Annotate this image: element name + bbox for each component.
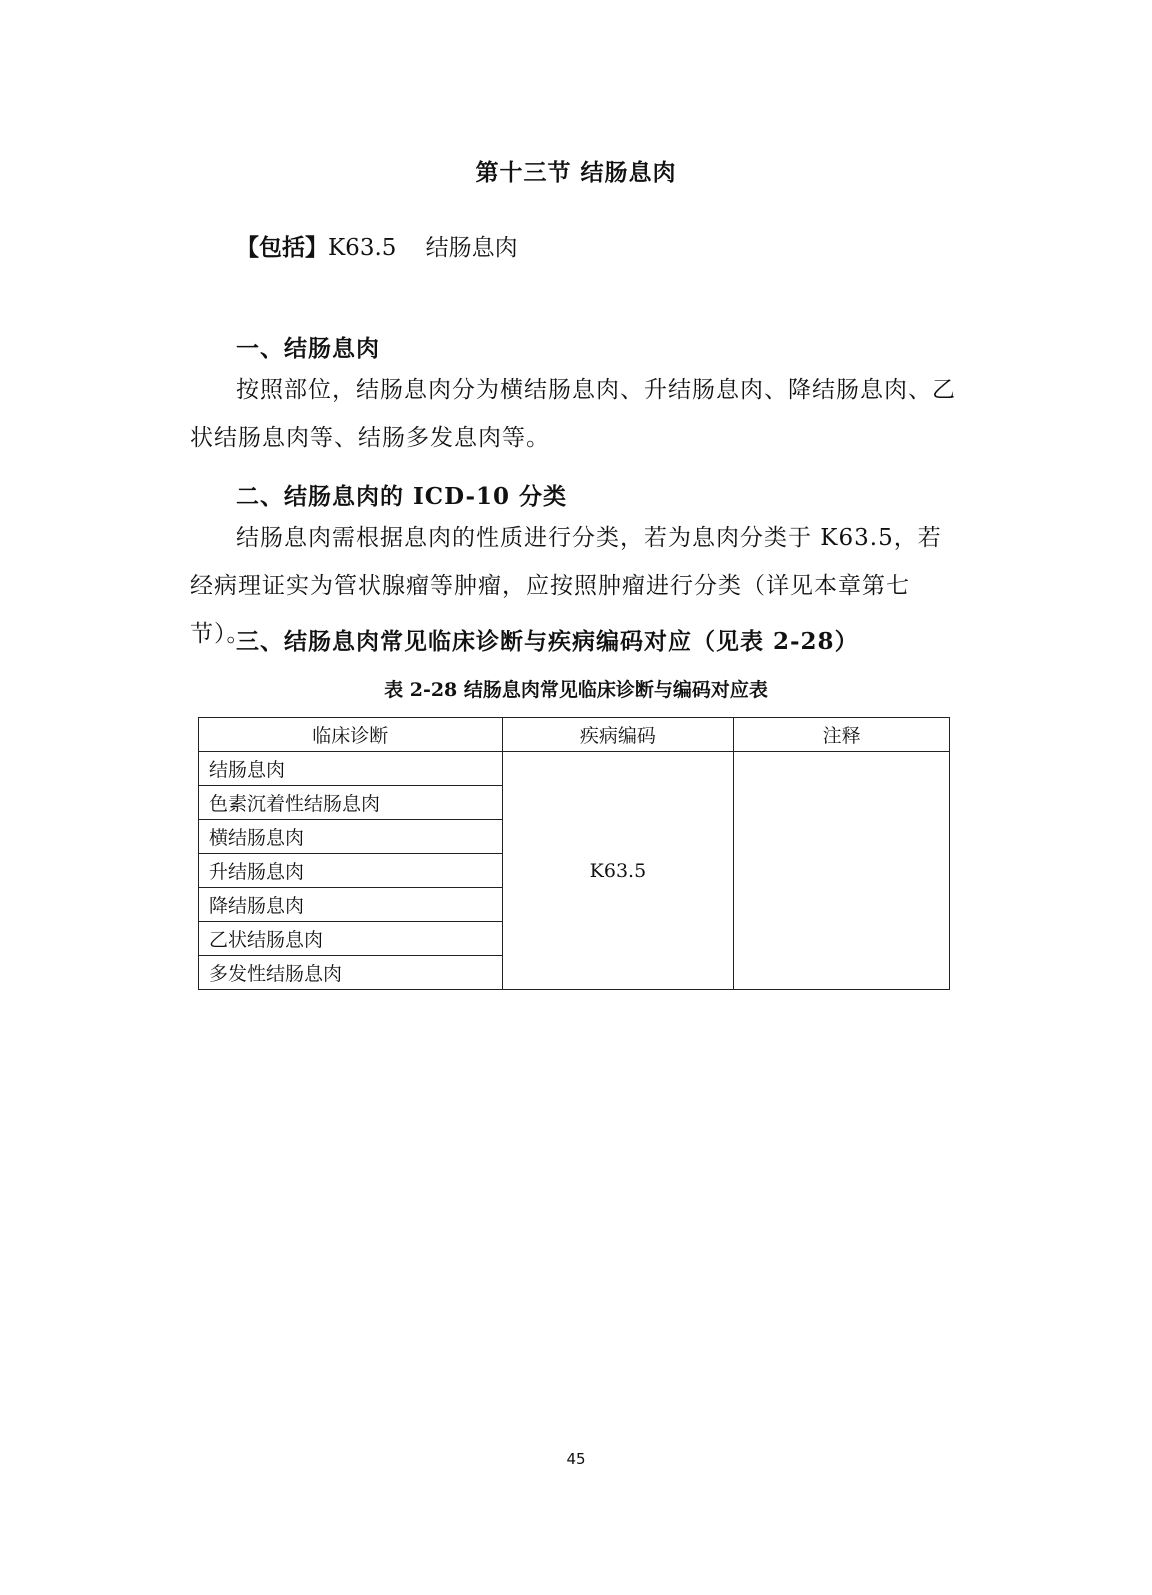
diagnosis-cell: 横结肠息肉 [199,820,503,854]
note-cell [734,752,950,990]
code-cell: K63.5 [502,752,734,990]
heading-2: 二、结肠息肉的 ICD-10 分类 [236,483,568,510]
header-diagnosis: 临床诊断 [199,718,503,752]
include-line [236,229,518,262]
page-number: 45 [566,1450,586,1468]
paragraph-2-text: 结肠息肉需根据息肉的性质进行分类，若为息肉分类于 K63.5，若经病理证实为管状腺瘤等肿瘤，应按照肿瘤进行分类（详见本章第七节）。 [190,525,942,647]
table-header-row [199,718,950,752]
paragraph-1 [190,366,960,462]
table-row [199,752,950,786]
diagnosis-cell: 乙状结肠息肉 [199,922,503,956]
section-title: 第十三节 结肠息肉 [475,159,677,186]
paragraph-1-text: 按照部位，结肠息肉分为横结肠息肉、升结肠息肉、降结肠息肉、乙状结肠息肉等、结肠多发息肉等。 [190,377,956,451]
diagnosis-code-table [198,717,950,990]
diagnosis-cell: 多发性结肠息肉 [199,956,503,990]
heading-1: 一、结肠息肉 [236,335,380,362]
heading-3: 三、结肠息肉常见临床诊断与疾病编码对应（见表 2-28） [236,628,859,655]
include-code: K63.5 [328,235,397,261]
diagnosis-cell: 结肠息肉 [199,752,503,786]
diagnosis-cell: 降结肠息肉 [199,888,503,922]
table-caption: 表 2-28 结肠息肉常见临床诊断与编码对应表 [384,679,768,701]
diagnosis-cell: 色素沉着性结肠息肉 [199,786,503,820]
diagnosis-cell: 升结肠息肉 [199,854,503,888]
header-note: 注释 [734,718,950,752]
include-label: 【包括】 [236,234,328,261]
header-code: 疾病编码 [502,718,734,752]
include-name: 结肠息肉 [425,235,518,261]
